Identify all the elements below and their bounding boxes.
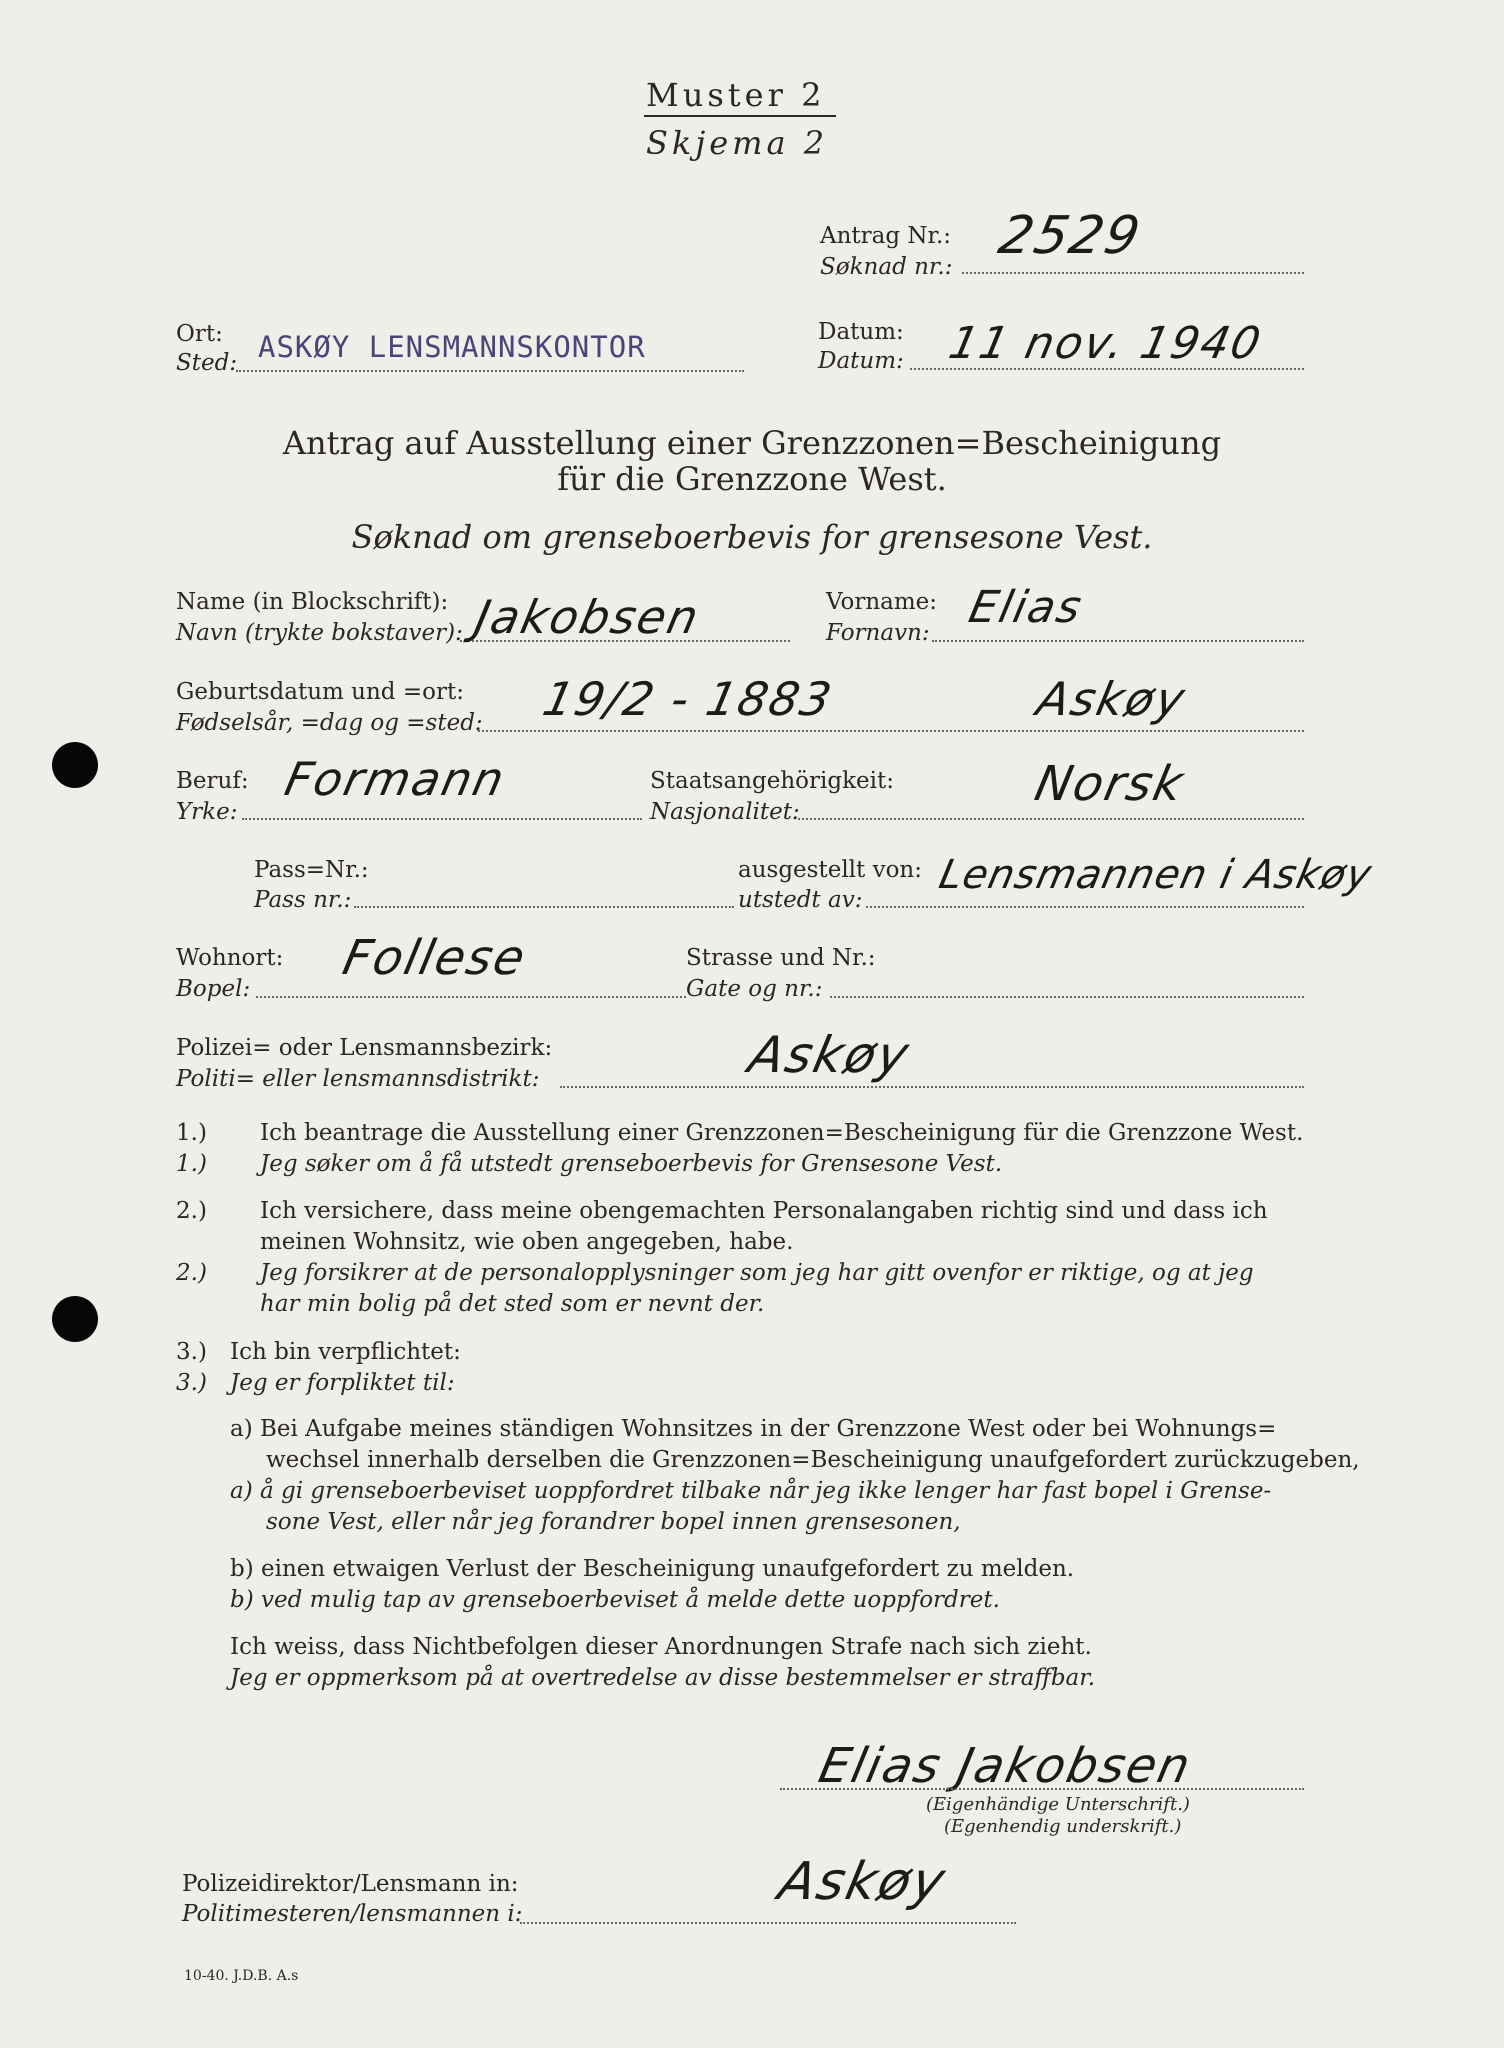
antrag-label: Antrag Nr.: <box>820 223 952 249</box>
punch-hole-top <box>52 742 98 788</box>
staat-handwritten: Norsk <box>1030 756 1190 812</box>
police-handwritten: Askøy <box>773 1852 952 1912</box>
title-no: Søknad om grenseboerbevis for grensesone Vest. <box>351 518 1153 556</box>
clause-1-de: Ich beantrage die Ausstellung einer Grenzzonen=Bescheinigung für die Grenzzone West. <box>260 1120 1304 1146</box>
clause-3a-de-line1: a) Bei Aufgabe meines ständigen Wohnsitzes in der Grenzzone West oder bei Wohnungs= <box>230 1416 1277 1442</box>
clause-2-de-line2: meinen Wohnsitz, wie oben angegeben, habe. <box>260 1229 794 1255</box>
clause-1-number-de: 1.) <box>176 1120 207 1146</box>
beruf-label-de: Beruf: <box>176 768 249 794</box>
clause-2-de-line1: Ich versichere, dass meine obengemachten Personalangaben richtig sind und dass ich <box>260 1198 1268 1224</box>
wohnort-label-no: Bopel: <box>176 976 251 1002</box>
soknad-label: Søknad nr.: <box>820 254 953 280</box>
signature-label-no: (Egenhendig underskrift.) <box>944 1816 1182 1837</box>
clause-3a-de-line2: wechsel innerhalb derselben die Grenzzonen=Bescheinigung unaufgefordert zurückzugeben, <box>266 1447 1360 1473</box>
bezirk-label-no: Politi= eller lensmannsdistrikt: <box>176 1066 540 1092</box>
wohnort-line <box>256 996 686 998</box>
birth-line <box>478 730 1304 732</box>
title-de-line2: für die Grenzzone West. <box>557 460 947 498</box>
sted-line <box>236 370 744 372</box>
clause-2-number-de: 2.) <box>176 1198 207 1224</box>
warning-de: Ich weiss, dass Nichtbefolgen dieser Anordnungen Strafe nach sich zieht. <box>230 1634 1092 1660</box>
vorname-label-de: Vorname: <box>826 589 938 615</box>
clause-3-number-de: 3.) <box>176 1339 207 1365</box>
police-label-no: Politimesteren/lensmannen i: <box>182 1901 523 1927</box>
print-code: 10-40. J.D.B. A.s <box>184 1968 299 1984</box>
bezirk-label-de: Polizei= oder Lensmannsbezirk: <box>176 1035 553 1061</box>
issued-line <box>866 906 1304 908</box>
name-label-no: Navn (trykte bokstaver): <box>176 620 463 646</box>
pass-label-de: Pass=Nr.: <box>254 857 369 883</box>
datum-label-de: Datum: <box>818 319 904 345</box>
signature-line <box>780 1788 1304 1790</box>
wohnort-handwritten: Follese <box>338 930 532 986</box>
clause-3b-de: b) einen etwaigen Verlust der Bescheinigung unaufgefordert zu melden. <box>230 1556 1075 1582</box>
police-line <box>520 1922 1016 1924</box>
issued-handwritten: Lensmannen i Askøy <box>935 852 1377 898</box>
header-divider <box>644 115 836 117</box>
strasse-label-no: Gate og nr.: <box>686 976 823 1002</box>
staat-label-de: Staatsangehörigkeit: <box>650 768 894 794</box>
vorname-handwritten: Elias <box>964 582 1088 633</box>
form-number-no: Skjema 2 <box>646 124 829 162</box>
birth-place-handwritten: Askøy <box>1032 672 1192 726</box>
beruf-label-no: Yrke: <box>176 799 238 825</box>
bezirk-line <box>560 1086 1304 1088</box>
applicant-signature: Elias Jakobsen <box>814 1738 1197 1794</box>
vorname-label-no: Fornavn: <box>826 620 930 646</box>
form-number-de: Muster 2 <box>646 76 826 114</box>
signature-label-de: (Eigenhändige Unterschrift.) <box>926 1794 1190 1815</box>
office-stamp: ASKØY LENSMANNSKONTOR <box>258 330 646 364</box>
staat-label-no: Nasjonalitet: <box>650 799 800 825</box>
clause-3a-no-line1: a) å gi grenseboerbeviset uoppfordret tilbake når jeg ikke lenger har fast bopel i Grense- <box>230 1478 1272 1504</box>
beruf-line <box>242 818 642 820</box>
beruf-handwritten: Formann <box>280 752 511 806</box>
pass-label-no: Pass nr.: <box>254 887 352 913</box>
sted-label: Sted: <box>176 350 238 376</box>
clause-3b-no: b) ved mulig tap av grenseboerbeviset å melde dette uoppfordret. <box>230 1587 1000 1613</box>
ort-label: Ort: <box>176 321 223 347</box>
clause-3a-no-line2: sone Vest, eller når jeg forandrer bopel innen grensesonen, <box>266 1509 961 1535</box>
birth-date-handwritten: 19/2 - 1883 <box>538 672 838 726</box>
clause-2-no-line2: har min bolig på det sted som er nevnt der. <box>260 1291 765 1317</box>
birth-label-de: Geburtsdatum und =ort: <box>176 679 464 705</box>
punch-hole-bottom <box>52 1296 98 1342</box>
strasse-label-de: Strasse und Nr.: <box>686 945 876 971</box>
warning-no: Jeg er oppmerksom på at overtredelse av disse bestemmelser er straffbar. <box>230 1665 1096 1691</box>
staat-line <box>798 818 1304 820</box>
clause-1-no: Jeg søker om å få utstedt grenseboerbevis for Grensesone Vest. <box>260 1151 1003 1177</box>
bezirk-handwritten: Askøy <box>743 1026 916 1084</box>
clause-3-no: Jeg er forpliktet til: <box>230 1370 455 1396</box>
clause-3-number-no: 3.) <box>176 1370 207 1396</box>
antrag-number-handwritten: 2529 <box>993 206 1147 266</box>
pass-line <box>354 906 734 908</box>
clause-1-number-no: 1.) <box>176 1151 207 1177</box>
antrag-line <box>962 272 1304 274</box>
datum-handwritten: 11 nov. 1940 <box>944 318 1267 369</box>
birth-label-no: Fødselsår, =dag og =sted: <box>176 710 483 736</box>
police-label-de: Polizeidirektor/Lensmann in: <box>182 1871 519 1897</box>
clause-2-no-line1: Jeg forsikrer at de personalopplysninger som jeg har gitt ovenfor er riktige, og at jeg <box>260 1260 1254 1286</box>
title-de-line1: Antrag auf Ausstellung einer Grenzzonen=Bescheinigung <box>282 424 1222 462</box>
datum-label-no: Datum: <box>818 348 904 374</box>
strasse-line <box>830 996 1304 998</box>
wohnort-label-de: Wohnort: <box>176 945 284 971</box>
name-handwritten: Jakobsen <box>470 590 705 644</box>
issued-label-no: utstedt av: <box>738 887 863 913</box>
vorname-line <box>932 640 1304 642</box>
issued-label-de: ausgestellt von: <box>738 857 922 883</box>
clause-3-de: Ich bin verpflichtet: <box>230 1339 461 1365</box>
clause-2-number-no: 2.) <box>176 1260 207 1286</box>
name-label-de: Name (in Blockschrift): <box>176 589 449 615</box>
